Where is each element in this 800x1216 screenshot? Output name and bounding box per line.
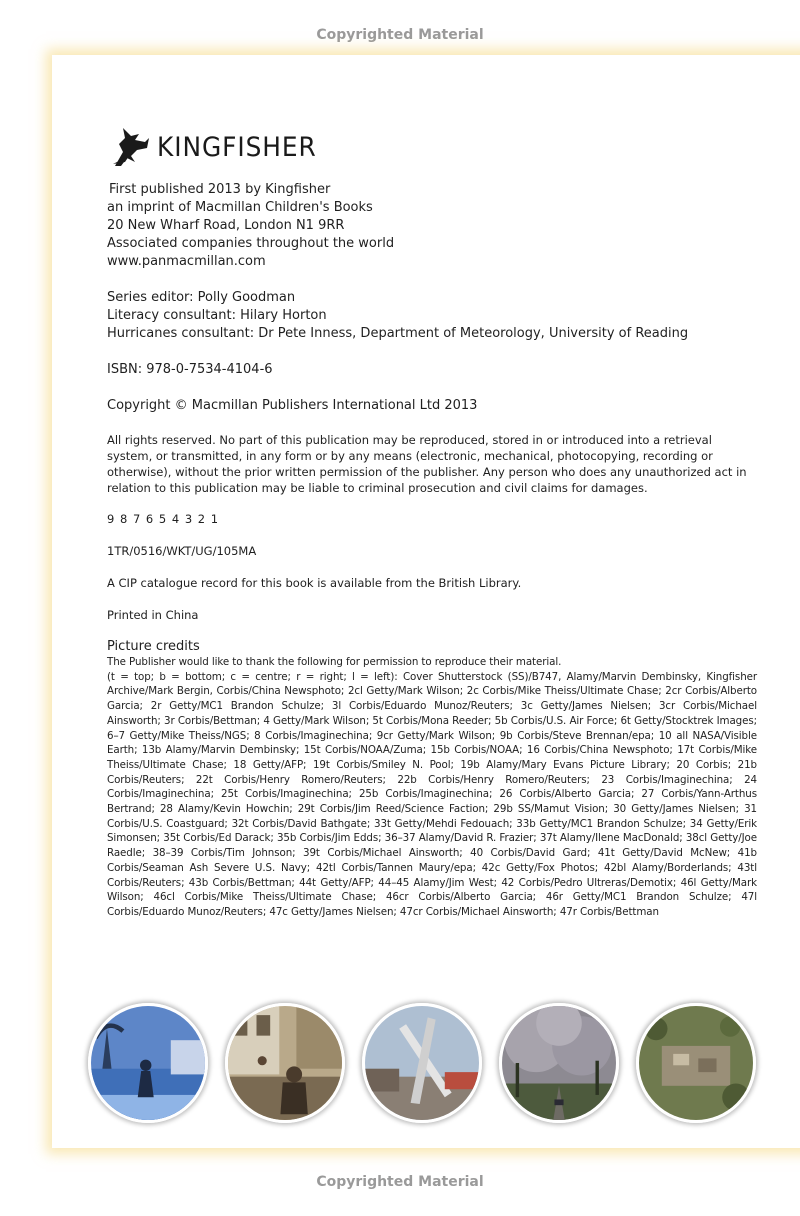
picture-credits-text: (t = top; b = bottom; c = centre; r = right; l = left): Cover Shutterstock (SS)/B747, Alamy/Marvin Dembinsky, Kingfisher Archive/Mark Bergin, Corbis/China Newsphoto; 2cl Getty/Mark Wilson; 2c Corbis/Mike Theiss/Ultimate Chase; 2cr Corbis/Alberto Garcia; 2r Getty/MC1 Brandon Schulze; 3l Corbis/Eduardo Munoz/Reuters; 3c Getty/James Nielsen; 3cr Corbis/Michael Ainsworth; 3r Corbis/Bettman; 4 Getty/Mark Wilson; 5t Corbis/Mona Reeder; 5b Corbis/U.S. Air Force; 6t Getty/Stocktrek Images; 6–7 Getty/Mike Theiss/NGS; 8 Corbis/Imaginechina; 9cr Getty/Mark Wilson; 9b Corbis/Steve Brennan/epa; 10 all NASA/Visible Earth; 13b Alamy/Marvin Dembinsky; 15t Corbis/NOAA/Zuma; 15b Corbis/NOAA; 16 Corbis/China Newsphoto; 17t Corbis/Mike Theiss/Ultimate Chase; 18 Getty/AFP; 19t Corbis/Smiley N. Pool; 19b Alamy/Mary Evans Picture Library; 20 Corbis; 21b Corbis/Reuters; 22t Corbis/Henry Romero/Reuters; 22b Corbis/Henry Romero/Reuters; 23 Corbis/Imaginechina; 24 Corbis/Imaginechina; 25t Corbis/Imaginechina; 25b Corbis/Imaginechina; 26 Corbis/Alberto Garcia; 27 Corbis/Yann-Arthus Bertrand; 28 Alamy/Kevin Howchin; 29t Corbis/Jim Reed/Science Faction; 29b SS/Mamut Vision; 30 Getty/James Nielsen; 31 Corbis/U.S. Coastguard; 32t Corbis/David Bathgate; 33t Getty/Mehdi Fedouach; 33b Getty/MC1 Brandon Schulze; 34 Getty/Erik Simonsen; 35t Corbis/Ed Darack; 35b Corbis/Jim Edds; 36–37 Alamy/David R. Frazier; 37t Alamy/Ilene MacDonald; 38cl Getty/Joe Raedle; 38–39 Corbis/Tim Johnson; 39t Corbis/Michael Ainsworth; 40 Corbis/David Gard; 41t Getty/David McNew; 41b Corbis/Seaman Ash Severe U.S. Navy; 42tl Corbis/Tannen Maury/epa; 42c Getty/Fox Photos; 42bl Alamy/Borderlands; 43tl Corbis/Reuters; 43b Corbis/Bettman; 44t Getty/AFP; 44–45 Alamy/Jim West; 42 Corbis/Pedro Ultreras/Demotix; 46l Getty/Mark Wilson; 46cl Corbis/Mike Theiss/Ultimate Chase; 46cr Corbis/Alberto Garcia; 46r Getty/MC1 Brandon Schulze; 47l Corbis/Eduardo Munoz/Reuters; 47c Getty/James Nielsen; 47cr Corbis/Michael Ainsworth; 47r Corbis/Bettman	[107, 670, 757, 918]
contributors-block	[107, 289, 757, 343]
publisher-line: www.panmacmillan.com	[107, 254, 266, 269]
volcanic-ash-cloud-photo	[499, 1003, 619, 1123]
publisher-block	[107, 181, 757, 271]
copyright-notice: Copyright © Macmillan Publishers International Ltd 2013	[107, 398, 478, 413]
series-editor: Series editor: Polly Goodman	[107, 290, 296, 305]
photo-strip	[88, 999, 768, 1119]
copyright-watermark-bottom: Copyrighted Material	[316, 1174, 484, 1190]
print-code: 1TR/0516/WKT/UG/105MA	[107, 544, 257, 558]
kingfisher-bird-icon	[109, 126, 153, 168]
publisher-line: Associated companies throughout the world	[107, 236, 395, 251]
literacy-consultant: Literacy consultant: Hilary Horton	[107, 308, 327, 323]
book-page	[52, 55, 800, 1148]
print-line: 9 8 7 6 5 4 3 2 1	[107, 512, 220, 526]
wrecked-structure-photo	[362, 1003, 482, 1123]
flooded-street-photo	[225, 1003, 345, 1123]
publisher-line: 20 New Wharf Road, London N1 9RR	[107, 218, 345, 233]
picture-credits-title: Picture credits	[107, 639, 200, 654]
printed-in: Printed in China	[107, 608, 199, 622]
hurricanes-consultant: Hurricanes consultant: Dr Pete Inness, Department of Meteorology, University of Reading	[107, 326, 689, 341]
picture-credits-intro: The Publisher would like to thank the following for permission to reproduce their material.	[107, 656, 562, 668]
rights-statement: All rights reserved. No part of this publication may be reproduced, stored in or introduced into a retrieval system, or transmitted, in any form or by any means (electronic, mechanical, photocopying, recording or otherwise), without the prior written permission of the publisher. Any person who does any unauthorized act in relation to this publication may be liable to criminal prosecution and civil claims for damages.	[107, 433, 747, 495]
aerial-damage-photo	[636, 1003, 756, 1123]
copyright-watermark-top: Copyrighted Material	[316, 27, 484, 43]
isbn: ISBN: 978-0-7534-4104-6	[107, 362, 273, 377]
publisher-line: an imprint of Macmillan Children's Books	[107, 200, 373, 215]
kingfisher-logo	[109, 125, 757, 169]
cip-record: A CIP catalogue record for this book is available from the British Library.	[107, 576, 522, 590]
storm-street-photo	[88, 1003, 208, 1123]
publisher-line: First published 2013 by Kingfisher	[109, 182, 331, 197]
imprint-content	[107, 125, 757, 920]
kingfisher-wordmark: KINGFISHER	[157, 131, 317, 163]
